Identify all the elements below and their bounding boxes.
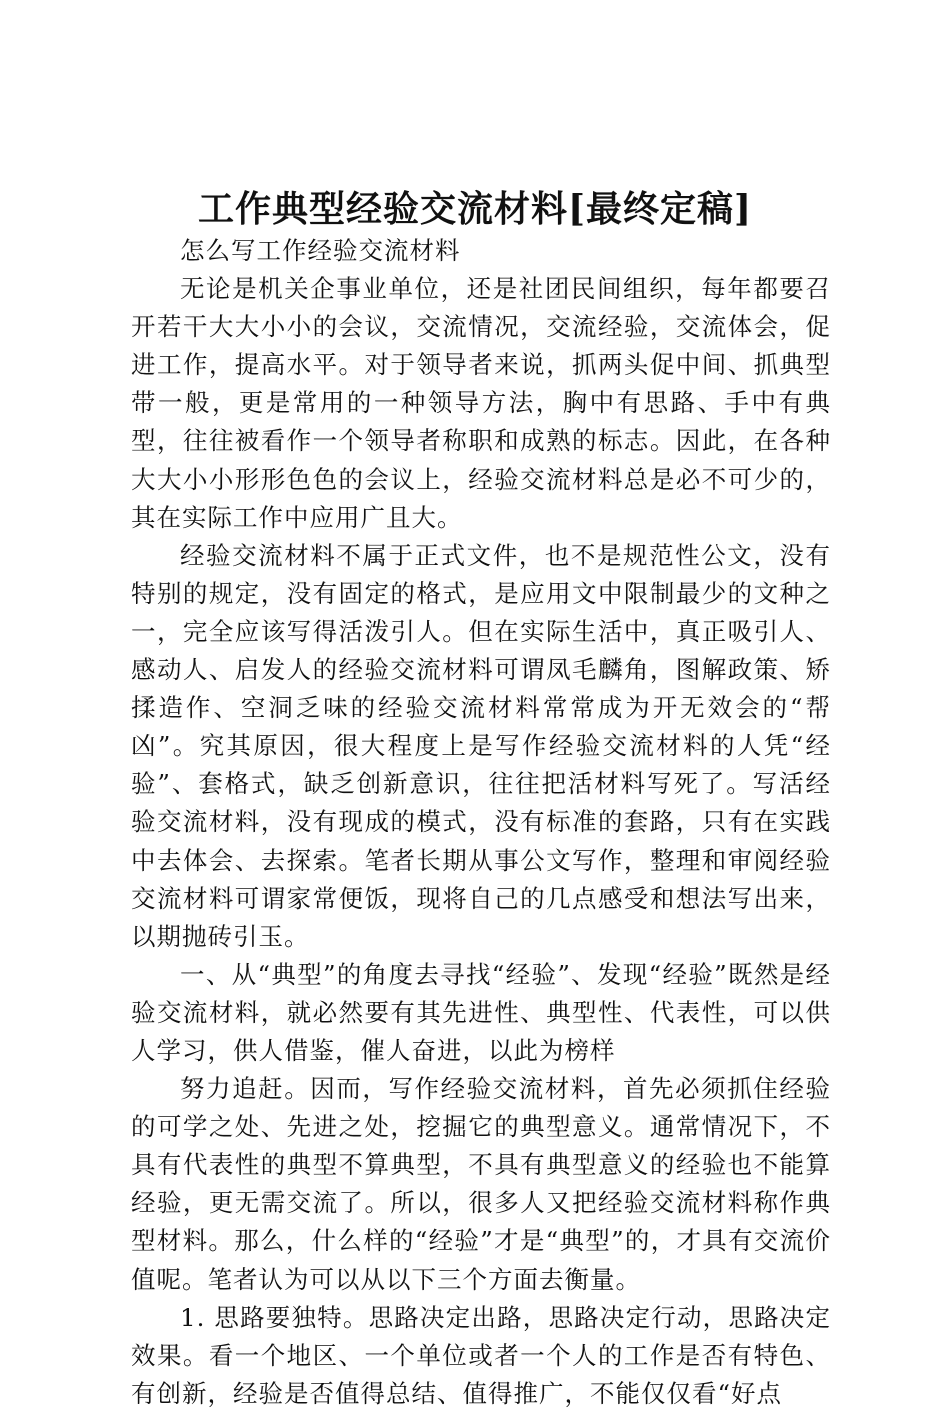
paragraph: 努力追赶。因而，写作经验交流材料，首先必须抓住经验的可学之处、先进之处，挖掘它的典型意义。通常情况下，不具有代表性的典型不算典型，不具有典型意义的经验也不能算经验，更无需交流了。所以，很多人又把经验交流材料称作典型材料。那么，什么样的“经验”才是“典型”的，才具有交流价值呢。笔者认为可以从以下三个方面去衡量。 (131, 1074, 831, 1294)
paragraph: 经验交流材料不属于正式文件，也不是规范性公文，没有特别的规定，没有固定的格式，是应用文中限制最少的文种之一，完全应该写得活泼引人。但在实际生活中，真正吸引人、感动人、启发人的经验交流材料可谓凤毛麟角，图解政策、矫揉造作、空洞乏味的经验交流材料常常成为开无效会的“帮凶”。究其原因，很大程度上是写作经验交流材料的人凭“经验”、套格式，缺乏创新意识，往往把活材料写死了。写活经验交流材料，没有现成的模式，没有标准的套路，只有在实践中去体会、去探索。笔者长期从事公文写作，整理和审阅经验交流材料可谓家常便饭，现将自己的几点感受和想法写出来，以期抛砖引玉。 (131, 540, 831, 951)
paragraph-section-heading: 一、从“典型”的角度去寻找“经验”、发现“经验”既然是经验交流材料，就必然要有其先进性、典型性、代表性，可以供人学习，供人借鉴，催人奋进，以此为榜样 (131, 959, 831, 1065)
paragraph: 无论是机关企事业单位，还是社团民间组织，每年都要召开若干大大小小的会议，交流情况，交流经验，交流体会，促进工作，提高水平。对于领导者来说，抓两头促中间、抓典型带一般，更是常用的一种领导方法，胸中有思路、手中有典型，往往被看作一个领导者称职和成熟的标志。因此，在各种大大小小形形色色的会议上，经验交流材料总是必不可少的，其在实际工作中应用广且大。 (131, 274, 831, 532)
paragraph-numbered-item: 1. 思路要独特。思路决定出路，思路决定行动，思路决定效果。看一个地区、一个单位或者一个人的工作是否有特色、有创新，经验是否值得总结、值得推广，不能仅仅看“好点 (131, 1302, 831, 1408)
paragraph-subtitle: 怎么写工作经验交流材料 (180, 236, 461, 265)
document-body (131, 232, 831, 1413)
document-title: 工作典型经验交流材料[最终定稿] (197, 188, 753, 230)
